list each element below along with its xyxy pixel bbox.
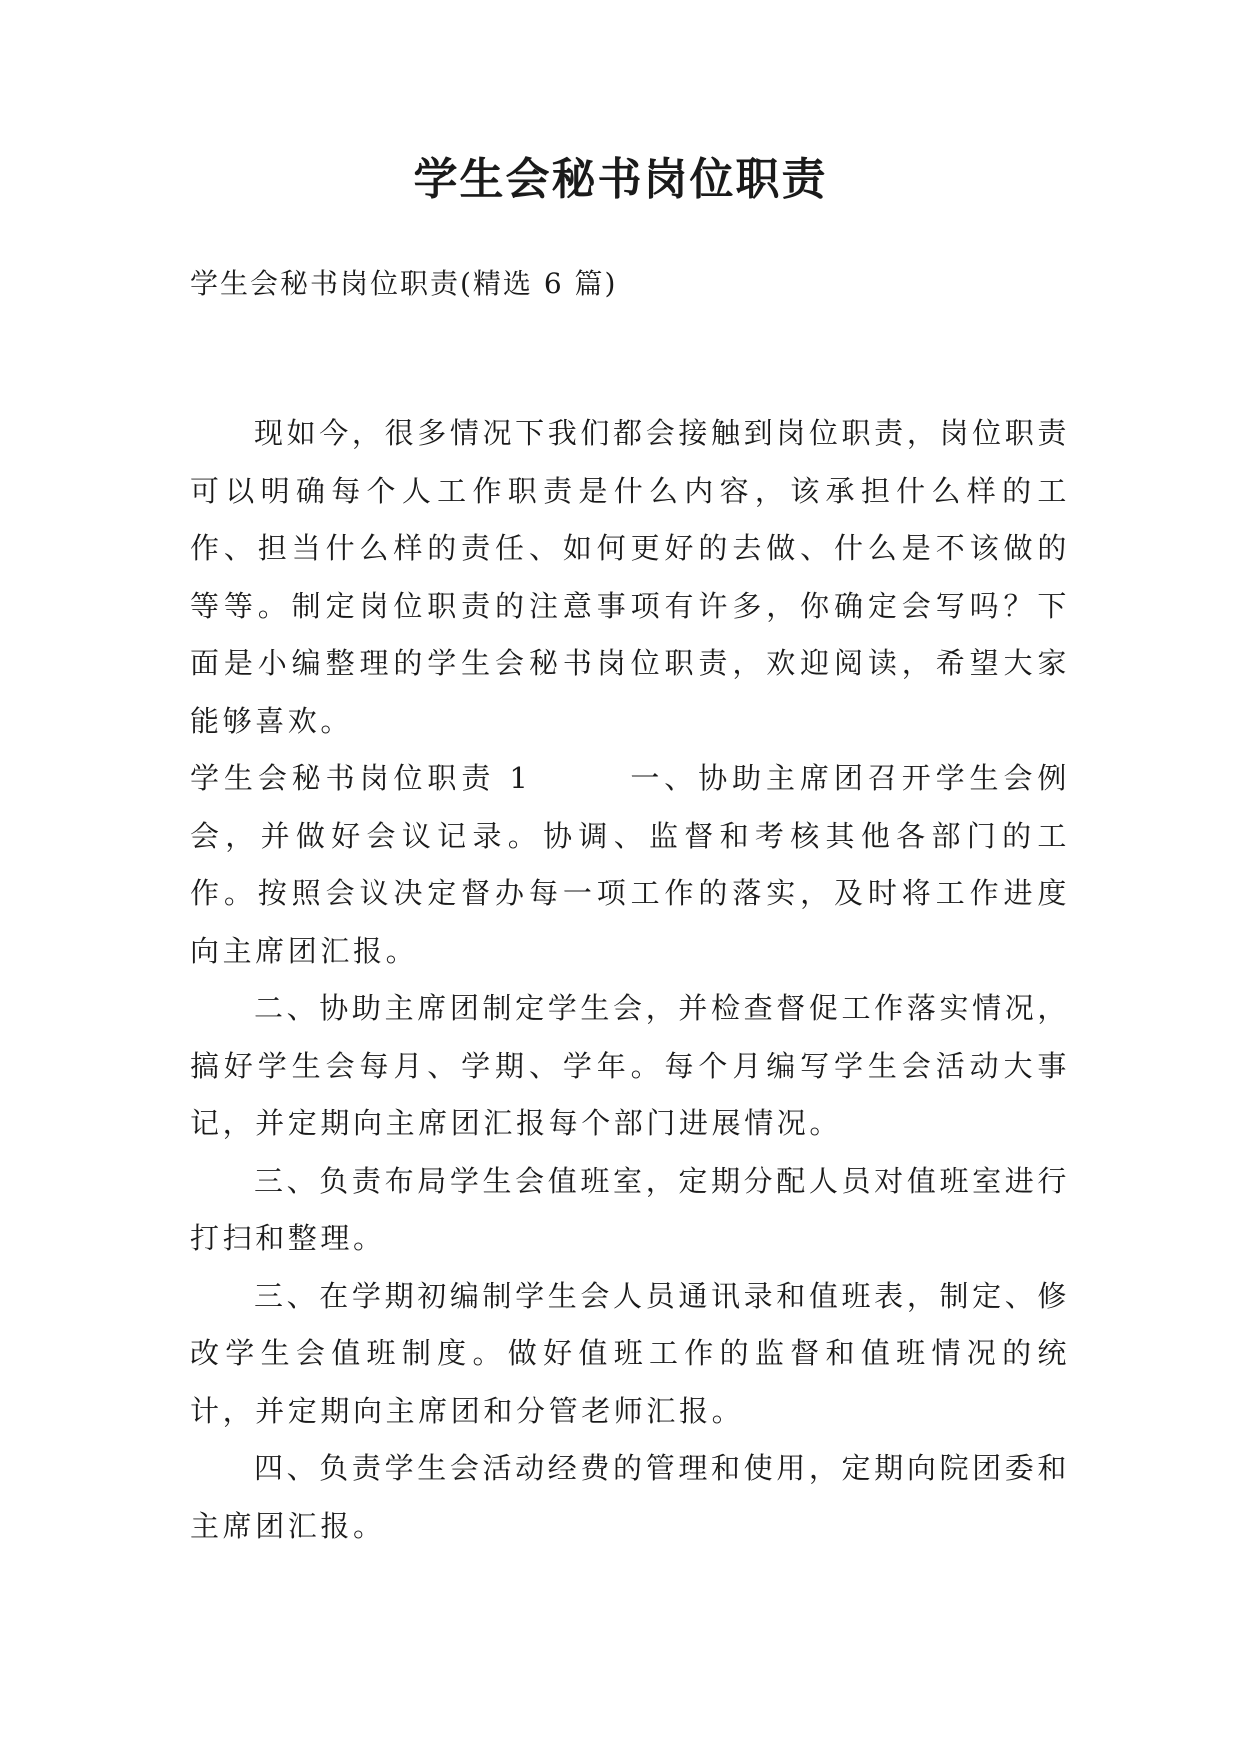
section-1-text: 一、协助主席团召开学生会例会，并做好会议记录。协调、监督和考核其他各部门的工作。按照会议决定督办每一项工作的落实，及时将工作进度向主席团汇报。 [190,761,1070,968]
body-paragraph: 三、在学期初编制学生会人员通讯录和值班表，制定、修改学生会值班制度。做好值班工作的监督和值班情况的统计，并定期向主席团和分管老师汇报。 [190,1278,1070,1428]
document-title: 学生会秘书岗位职责 [413,154,828,205]
intro-paragraph: 现如今，很多情况下我们都会接触到岗位职责，岗位职责可以明确每个人工作职责是什么内容，该承担什么样的工作、担当什么样的责任、如何更好的去做、什么是不该做的等等。制定岗位职责的注意事项有许多，你确定会写吗？下面是小编整理的学生会秘书岗位职责，欢迎阅读，希望大家能够喜欢。 [190,416,1070,738]
document-body [190,405,1070,1555]
body-paragraph: 四、负责学生会活动经费的管理和使用，定期向院团委和主席团汇报。 [190,1451,1070,1543]
section-1-heading: 学生会秘书岗位职责 1 [190,761,532,795]
document-subtitle: 学生会秘书岗位职责(精选 6 篇) [190,267,618,300]
body-paragraph: 三、负责布局学生会值班室，定期分配人员对值班室进行打扫和整理。 [190,1163,1070,1255]
section-1-paragraph [190,750,1070,980]
body-paragraph: 二、协助主席团制定学生会，并检查督促工作落实情况，搞好学生会每月、学期、学年。每个月编写学生会活动大事记，并定期向主席团汇报每个部门进展情况。 [190,991,1070,1140]
